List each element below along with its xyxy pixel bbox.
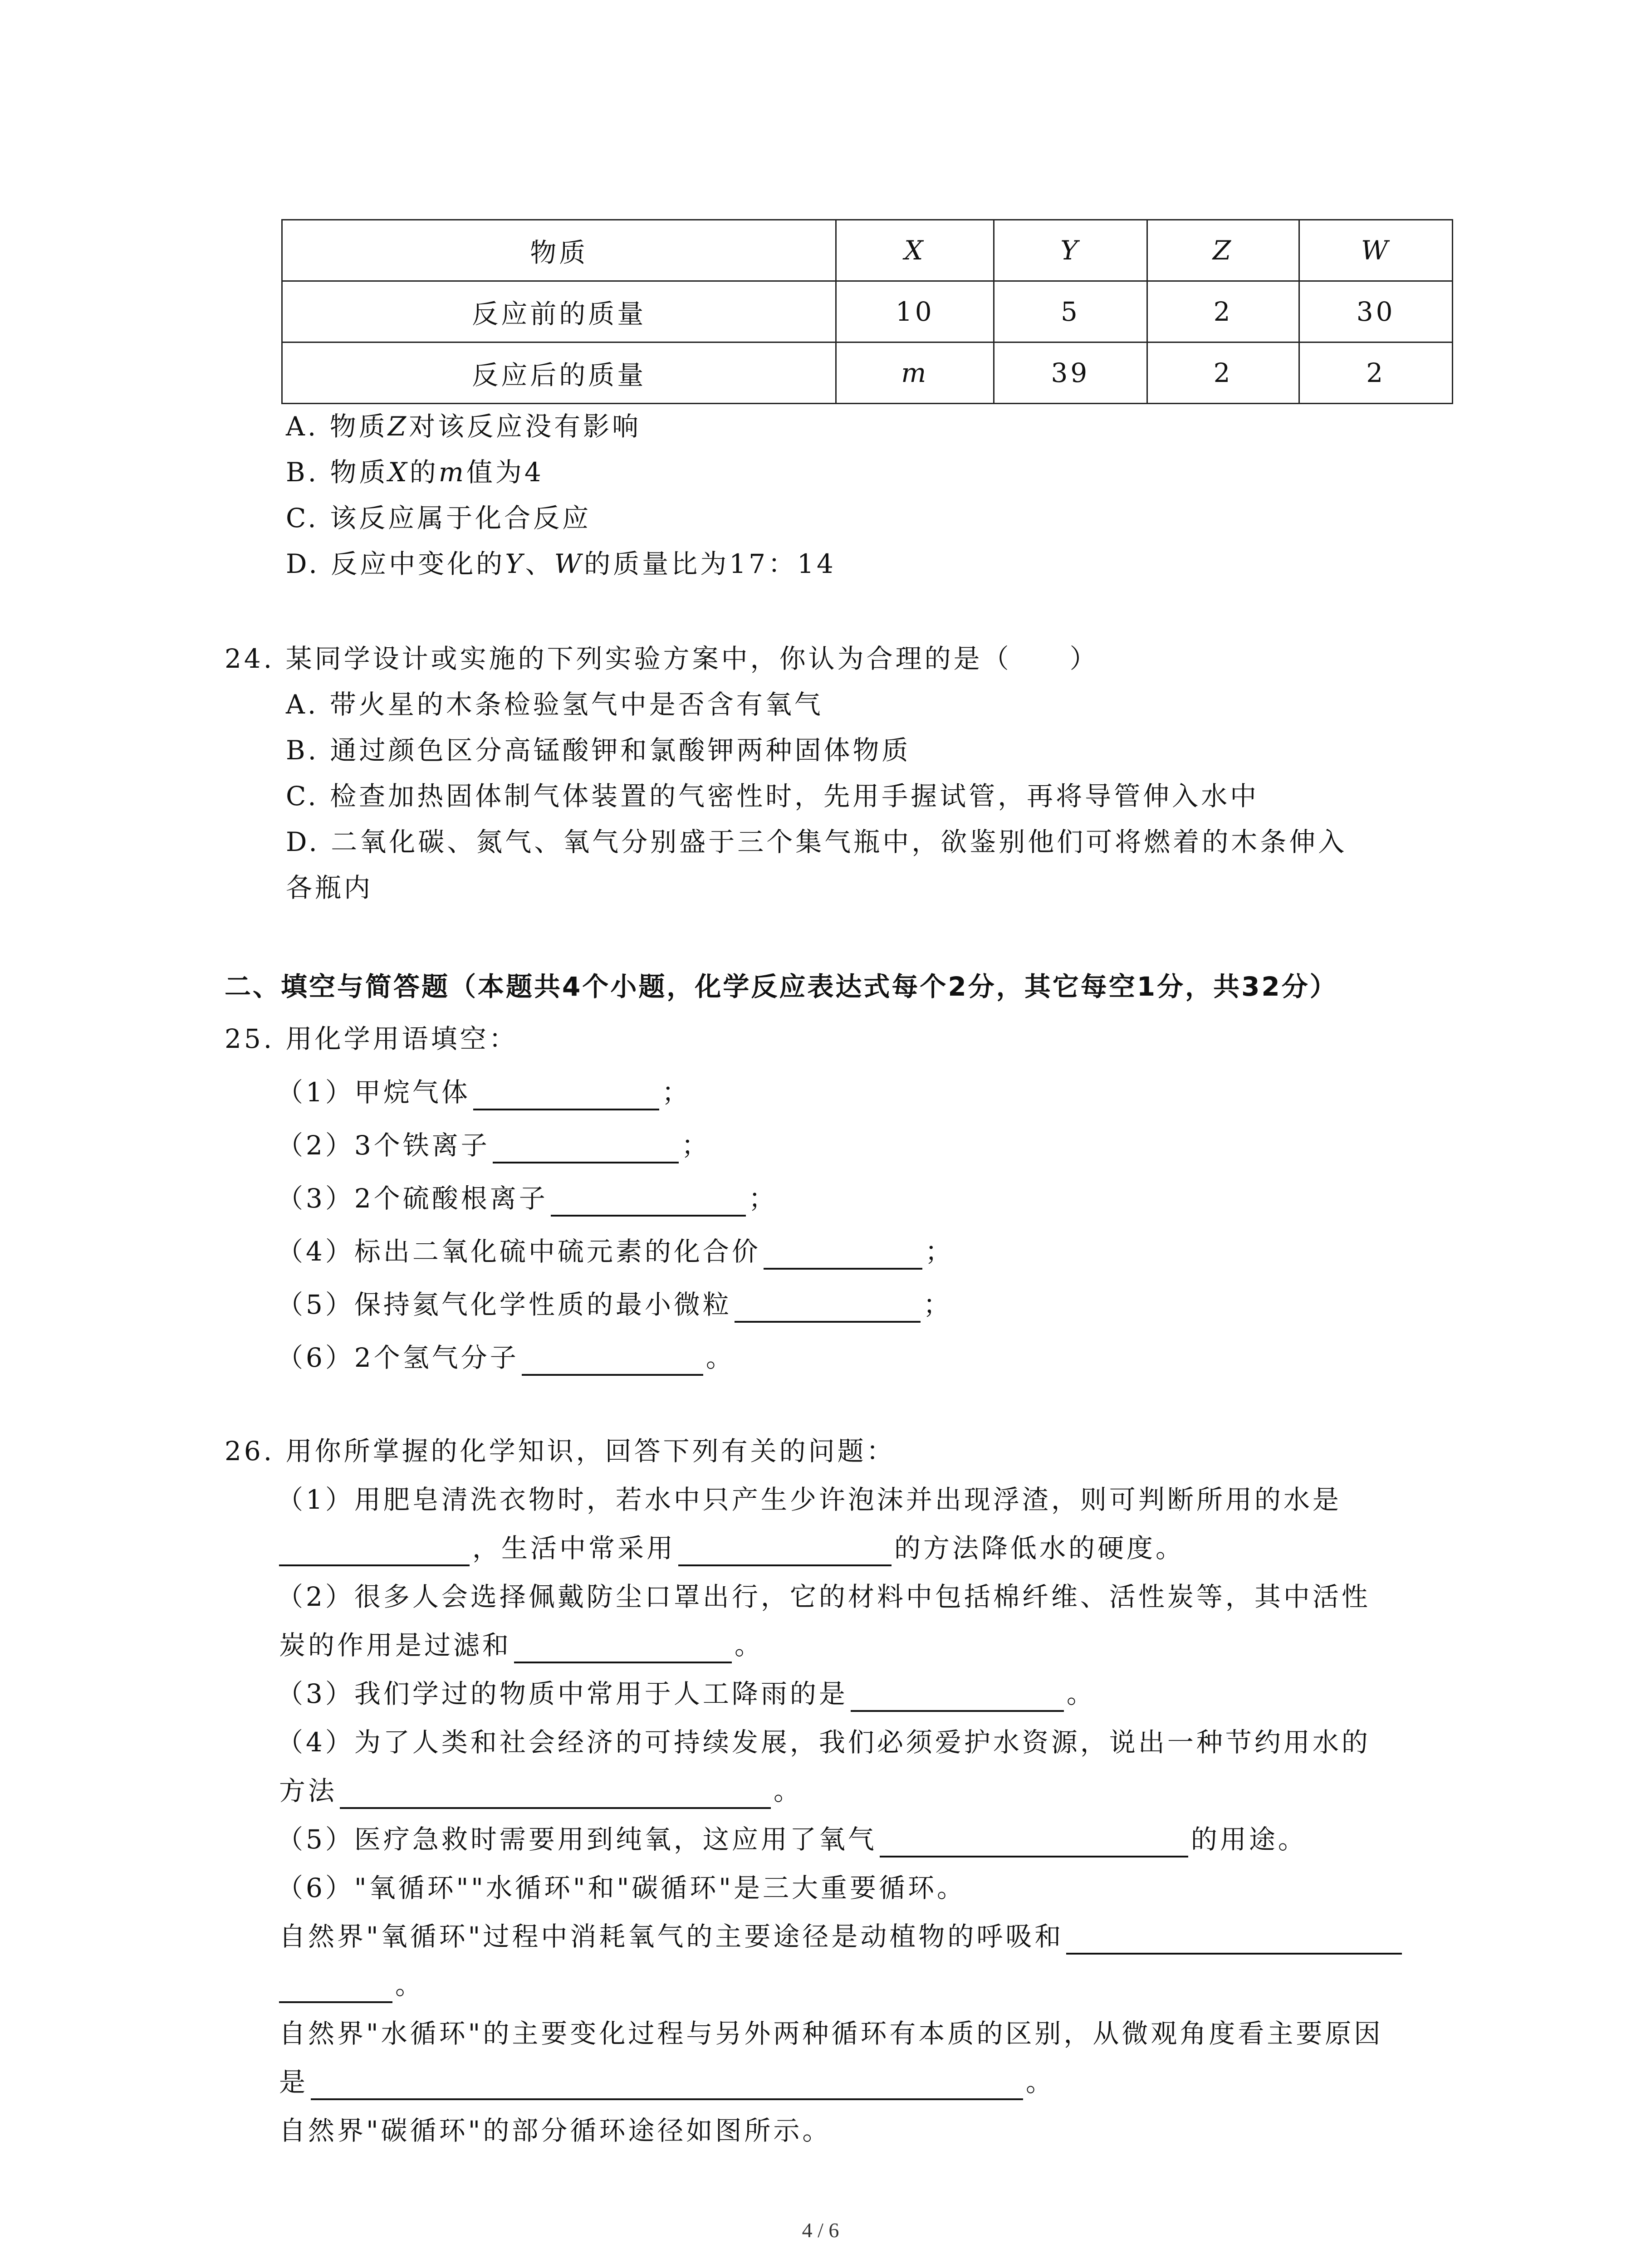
q23-option-d: D. 反应中变化的Y、W的质量比为17：14 — [286, 548, 836, 579]
q26-part-6: （6）"氧循环""水循环"和"碳循环"是三大重要循环。 — [277, 1872, 966, 1903]
q26-part-4-cont: 方法 。 — [279, 1773, 803, 1809]
q26-part-1: （1）用肥皂清洗衣物时，若水中只产生少许泡沫并出现浮渣，则可判断所用的水是 — [277, 1484, 1342, 1515]
q24-option-a: A. 带火星的木条检验氢气中是否含有氧气 — [286, 689, 823, 720]
q26-water-cycle: 自然界"水循环"的主要变化过程与另外两种循环有本质的区别，从微观角度看主要原因 — [279, 2018, 1383, 2049]
q23-option-c: C. 该反应属于化合反应 — [286, 503, 592, 533]
table-cell: 2 — [1147, 342, 1299, 404]
answer-blank[interactable] — [522, 1346, 703, 1376]
answer-blank[interactable] — [340, 1779, 771, 1809]
q25-item-4: （4）标出二氧化硫中硫元素的化合价 ； — [277, 1233, 954, 1270]
table-cell: m — [836, 342, 994, 404]
q24-option-c: C. 检查加热固体制气体装置的气密性时，先用手握试管，再将导管伸入水中 — [286, 781, 1259, 811]
answer-blank[interactable] — [551, 1187, 746, 1217]
table-header-cell: Z — [1147, 220, 1299, 281]
q26-water-cycle-cont: 是 。 — [279, 2064, 1055, 2100]
q24-option-d-cont: 各瓶内 — [286, 872, 373, 903]
q25-item-2: （2）3个铁离子 ； — [277, 1127, 710, 1163]
answer-blank[interactable] — [279, 1536, 470, 1566]
table-cell: 5 — [994, 281, 1147, 342]
answer-blank[interactable] — [1066, 1925, 1402, 1955]
table-row — [282, 342, 1453, 404]
section-heading: 二、填空与简答题（本题共4个小题，化学反应表达式每个2分，其它每空1分，共32分） — [225, 971, 1338, 1002]
table-header-cell: X — [836, 220, 994, 281]
answer-blank[interactable] — [279, 1973, 392, 2003]
table-header-row — [282, 220, 1453, 281]
answer-blank[interactable] — [764, 1240, 922, 1270]
answer-blank[interactable] — [880, 1828, 1188, 1857]
table-cell: 2 — [1147, 281, 1299, 342]
q23-option-b: B. 物质X的m值为4 — [286, 457, 544, 488]
table-cell: 30 — [1299, 281, 1453, 342]
q25-item-5: （5）保持氦气化学性质的最小微粒 ； — [277, 1286, 952, 1323]
table-header-cell: Y — [994, 220, 1147, 281]
table-cell: 10 — [836, 281, 994, 342]
answer-blank[interactable] — [493, 1134, 679, 1163]
table-cell: 反应前的质量 — [282, 281, 836, 342]
q26-part-4: （4）为了人类和社会经济的可持续发展，我们必须爱护水资源，说出一种节约用水的 — [277, 1727, 1371, 1758]
table-header-cell: 物质 — [282, 220, 836, 281]
q26-part-2-cont: 炭的作用是过滤和 。 — [279, 1627, 764, 1663]
mass-table — [281, 219, 1453, 404]
q25-item-1: （1）甲烷气体 ； — [277, 1074, 691, 1110]
table-cell: 39 — [994, 342, 1147, 404]
answer-blank[interactable] — [735, 1293, 921, 1323]
q26-carbon-cycle: 自然界"碳循环"的部分循环途径如图所示。 — [279, 2115, 832, 2146]
q23-option-a: A. 物质Z对该反应没有影响 — [286, 411, 642, 442]
answer-blank[interactable] — [678, 1536, 892, 1566]
q24-option-b: B. 通过颜色区分高锰酸钾和氯酸钾两种固体物质 — [286, 735, 911, 766]
answer-blank[interactable] — [311, 2070, 1023, 2100]
q24-stem: 24. 某同学设计或实施的下列实验方案中，你认为合理的是（ ） — [225, 643, 1099, 674]
q26-part-5: （5）医疗急救时需要用到纯氧，这应用了氧气 的用途。 — [277, 1821, 1307, 1857]
q26-oxygen-cycle: 自然界"氧循环"过程中消耗氧气的主要途径是动植物的呼吸和 — [279, 1918, 1405, 1955]
q26-part-3: （3）我们学过的物质中常用于人工降雨的是 。 — [277, 1676, 1096, 1712]
q26-part-2: （2）很多人会选择佩戴防尘口罩出行，它的材料中包括棉纤维、活性炭等，其中活性 — [277, 1581, 1371, 1612]
q26-part-1-cont: ，生活中常采用 的方法降低水的硬度。 — [279, 1530, 1185, 1566]
q25-stem: 25. 用化学用语填空： — [225, 1023, 518, 1054]
q26-oxygen-cycle-cont: 。 — [279, 1967, 424, 2003]
page-number: 4 / 6 — [802, 2219, 839, 2242]
q24-option-d: D. 二氧化碳、氮气、氧气分别盛于三个集气瓶中，欲鉴别他们可将燃着的木条伸入 — [286, 826, 1347, 857]
answer-blank[interactable] — [851, 1682, 1064, 1712]
table-header-cell: W — [1299, 220, 1453, 281]
table-cell: 反应后的质量 — [282, 342, 836, 404]
answer-blank[interactable] — [514, 1633, 732, 1663]
q25-item-3: （3）2个硫酸根离子 ； — [277, 1180, 778, 1217]
q26-stem: 26. 用你所掌握的化学知识，回答下列有关的问题： — [225, 1436, 896, 1466]
answer-blank[interactable] — [473, 1080, 659, 1110]
table-row — [282, 281, 1453, 342]
q25-item-6: （6）2个氢气分子 。 — [277, 1339, 735, 1376]
table-cell: 2 — [1299, 342, 1453, 404]
